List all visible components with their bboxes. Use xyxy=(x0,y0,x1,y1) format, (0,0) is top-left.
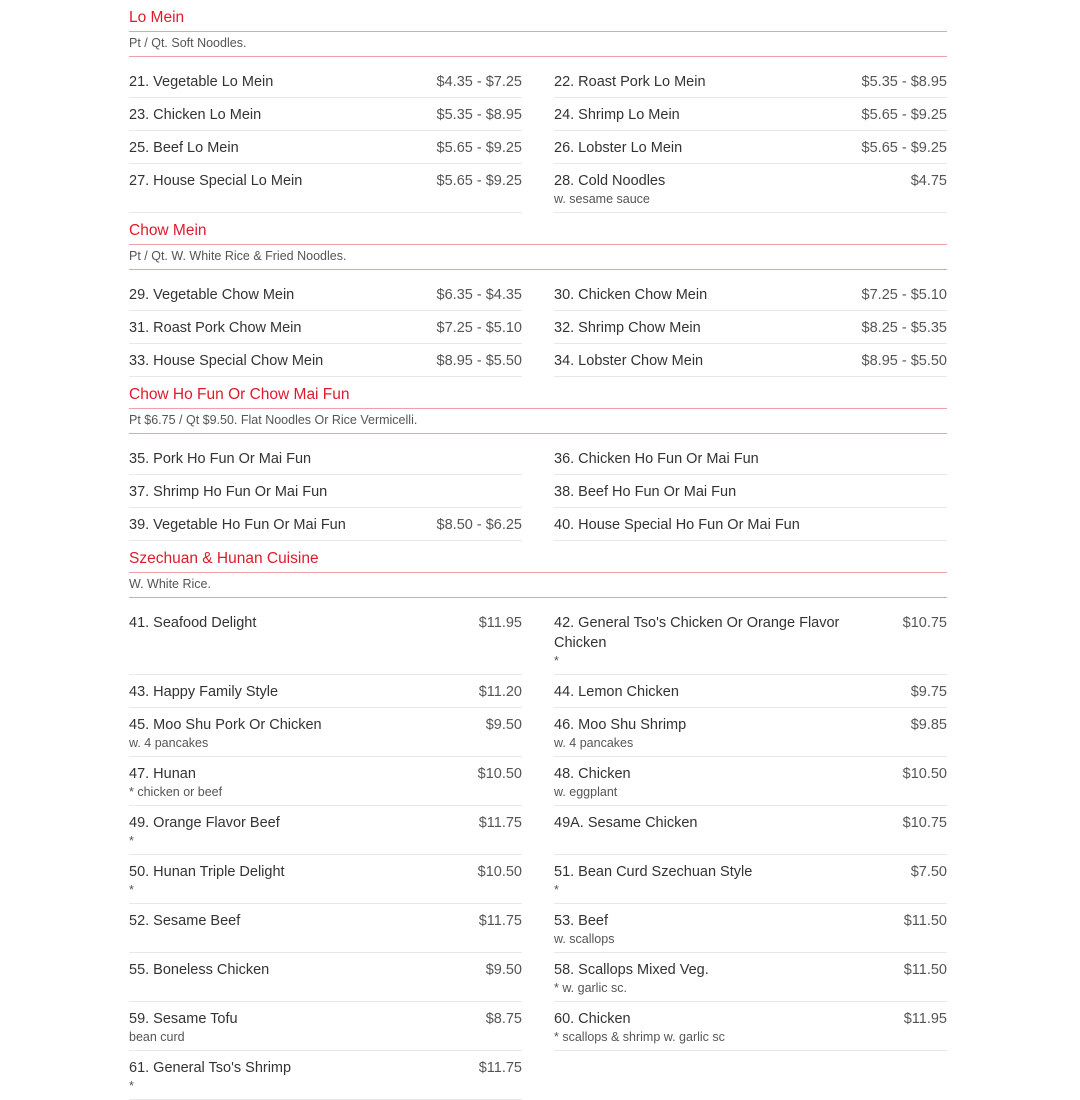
menu-item-name: 59. Sesame Tofu xyxy=(129,1011,238,1027)
menu-item-price: $11.75 xyxy=(478,1060,522,1076)
menu-item[interactable] xyxy=(129,953,522,1002)
menu-item-name: 47. Hunan xyxy=(129,766,196,782)
menu-item[interactable] xyxy=(129,1002,522,1051)
menu-item-name: 49A. Sesame Chicken xyxy=(554,815,698,831)
section-chow-mein xyxy=(129,213,947,377)
menu-item-name: 40. House Special Ho Fun Or Mai Fun xyxy=(554,517,800,533)
menu-item[interactable] xyxy=(554,65,947,98)
menu-item-info xyxy=(129,862,285,898)
menu-item[interactable] xyxy=(129,508,522,541)
section-title: Lo Mein xyxy=(129,0,947,32)
menu-item-info xyxy=(554,449,759,469)
menu-item-price: $9.50 xyxy=(485,717,522,733)
menu-item-grid xyxy=(129,434,947,541)
menu-item-info xyxy=(554,1009,725,1045)
menu-item[interactable] xyxy=(554,855,947,904)
menu-item-price: $8.25 - $5.35 xyxy=(861,320,947,336)
menu-item-price: $8.75 xyxy=(485,1011,522,1027)
menu-item-name: 22. Roast Pork Lo Mein xyxy=(554,74,706,90)
menu-item[interactable] xyxy=(129,98,522,131)
menu-item-price: $10.50 xyxy=(902,766,947,782)
menu-item-price: $5.65 - $9.25 xyxy=(861,107,947,123)
menu-item-info xyxy=(129,764,222,800)
menu-item-price: $5.65 - $9.25 xyxy=(861,140,947,156)
menu-item-info xyxy=(129,682,278,702)
menu-item-info xyxy=(554,764,631,800)
menu-item-name: 29. Vegetable Chow Mein xyxy=(129,287,295,303)
menu-item[interactable] xyxy=(129,475,522,508)
section-chow-ho-fun-or-chow-mai-fun xyxy=(129,377,947,541)
menu-item-price: $11.50 xyxy=(903,962,947,978)
menu-item-info xyxy=(129,449,311,469)
menu-item-info xyxy=(554,105,680,125)
menu-item[interactable] xyxy=(129,442,522,475)
menu-item[interactable] xyxy=(554,131,947,164)
menu-item-note: w. 4 pancakes xyxy=(129,736,209,750)
menu-item-price: $11.50 xyxy=(903,913,947,929)
menu-item-name: 21. Vegetable Lo Mein xyxy=(129,74,274,90)
menu-item[interactable] xyxy=(129,855,522,904)
menu-item-name: 36. Chicken Ho Fun Or Mai Fun xyxy=(554,451,759,467)
menu-item-info xyxy=(554,613,844,669)
menu-item-info xyxy=(554,351,703,371)
menu-item-info xyxy=(129,960,269,980)
menu-item-note: w. sesame sauce xyxy=(554,192,650,206)
menu-item-info xyxy=(129,515,346,535)
menu-item-name: 58. Scallops Mixed Veg. xyxy=(554,962,709,978)
menu-item-info xyxy=(554,318,701,338)
menu-item-info xyxy=(129,351,323,371)
menu-item-name: 30. Chicken Chow Mein xyxy=(554,287,708,303)
menu-item-grid xyxy=(129,598,947,1100)
menu-item-name: 31. Roast Pork Chow Mein xyxy=(129,320,302,336)
menu-item-info xyxy=(129,715,322,751)
menu-item-price: $5.35 - $8.95 xyxy=(861,74,947,90)
menu-item[interactable] xyxy=(129,757,522,806)
menu-item[interactable] xyxy=(129,675,522,708)
menu-item[interactable] xyxy=(129,708,522,757)
section-description: Pt / Qt. Soft Noodles. xyxy=(129,32,947,57)
menu-item-name: 24. Shrimp Lo Mein xyxy=(554,107,680,123)
menu-item-price: $6.35 - $4.35 xyxy=(436,287,522,303)
menu-item[interactable] xyxy=(129,344,522,377)
menu-item-name: 53. Beef xyxy=(554,913,609,929)
menu-item-price: $10.75 xyxy=(902,815,947,831)
menu-item-info xyxy=(554,482,736,502)
menu-item-price: $9.75 xyxy=(910,684,947,700)
menu-item-price: $7.25 - $5.10 xyxy=(436,320,522,336)
menu-item-price: $8.95 - $5.50 xyxy=(436,353,522,369)
menu-item-info xyxy=(129,171,302,191)
menu-item-name: 25. Beef Lo Mein xyxy=(129,140,239,156)
menu-item[interactable] xyxy=(554,708,947,757)
menu-item[interactable] xyxy=(129,1051,522,1100)
menu-item-price: $4.35 - $7.25 xyxy=(436,74,522,90)
menu-item-name: 27. House Special Lo Mein xyxy=(129,173,303,189)
menu-item-info xyxy=(129,911,240,931)
menu-item-name: 50. Hunan Triple Delight xyxy=(129,864,285,880)
menu-item-info xyxy=(129,105,261,125)
menu-item-name: 34. Lobster Chow Mein xyxy=(554,353,704,369)
menu-item-info xyxy=(554,862,752,898)
menu-item-name: 33. House Special Chow Mein xyxy=(129,353,324,369)
menu-item-name: 26. Lobster Lo Mein xyxy=(554,140,683,156)
menu-item-name: 43. Happy Family Style xyxy=(129,684,279,700)
menu-item-price: $5.65 - $9.25 xyxy=(436,173,522,189)
menu-item[interactable] xyxy=(554,757,947,806)
menu-item[interactable] xyxy=(129,806,522,855)
section-lo-mein xyxy=(129,0,947,213)
menu-item[interactable] xyxy=(554,508,947,541)
menu-item-name: 44. Lemon Chicken xyxy=(554,684,679,700)
menu-item-name: 38. Beef Ho Fun Or Mai Fun xyxy=(554,484,737,500)
section-description: Pt $6.75 / Qt $9.50. Flat Noodles Or Rice Vermicelli. xyxy=(129,409,947,434)
menu-item-name: 32. Shrimp Chow Mein xyxy=(554,320,701,336)
menu-item-price: $11.95 xyxy=(903,1011,947,1027)
menu xyxy=(129,0,947,1100)
menu-item-info xyxy=(554,515,800,535)
menu-item-price: $11.75 xyxy=(478,815,522,831)
menu-item[interactable] xyxy=(554,311,947,344)
menu-item-note: * xyxy=(129,1079,134,1093)
menu-item[interactable] xyxy=(129,164,522,213)
menu-item[interactable] xyxy=(554,475,947,508)
menu-item-name: 42. General Tso's Chicken Or Orange Flavor Chicken xyxy=(554,615,840,651)
menu-item-info xyxy=(129,138,239,158)
menu-item-price: $4.75 xyxy=(910,173,947,189)
menu-item-info xyxy=(554,138,682,158)
menu-item-info xyxy=(554,72,706,92)
menu-item-grid xyxy=(129,270,947,377)
menu-item[interactable] xyxy=(129,311,522,344)
menu-item-note: * w. garlic sc. xyxy=(554,981,627,995)
menu-item-info xyxy=(129,1058,291,1094)
menu-item-price: $11.95 xyxy=(478,615,522,631)
menu-item-info xyxy=(129,813,280,849)
menu-item-name: 52. Sesame Beef xyxy=(129,913,241,929)
menu-item-note: bean curd xyxy=(129,1030,185,1044)
menu-item-info xyxy=(129,482,327,502)
menu-item-price: $9.85 xyxy=(910,717,947,733)
menu-item-price: $11.20 xyxy=(478,684,522,700)
menu-item-info xyxy=(554,682,679,702)
menu-item-name: 48. Chicken xyxy=(554,766,631,782)
section-szechuan-hunan-cuisine xyxy=(129,541,947,1100)
menu-item[interactable] xyxy=(554,164,947,213)
menu-item[interactable] xyxy=(554,675,947,708)
menu-item-note: * xyxy=(129,883,134,897)
menu-item-price: $10.50 xyxy=(477,766,522,782)
menu-item-name: 37. Shrimp Ho Fun Or Mai Fun xyxy=(129,484,328,500)
section-description: Pt / Qt. W. White Rice & Fried Noodles. xyxy=(129,245,947,270)
section-title: Chow Ho Fun Or Chow Mai Fun xyxy=(129,377,947,409)
menu-item-note: * chicken or beef xyxy=(129,785,223,799)
menu-item-name: 46. Moo Shu Shrimp xyxy=(554,717,687,733)
menu-item-price: $10.75 xyxy=(902,615,947,631)
menu-item[interactable] xyxy=(129,65,522,98)
menu-item-name: 28. Cold Noodles xyxy=(554,173,666,189)
menu-item-price: $10.50 xyxy=(477,864,522,880)
menu-item-name: 39. Vegetable Ho Fun Or Mai Fun xyxy=(129,517,346,533)
menu-item-info xyxy=(554,960,709,996)
menu-item-name: 51. Bean Curd Szechuan Style xyxy=(554,864,753,880)
menu-item-note: w. eggplant xyxy=(554,785,618,799)
menu-item-note: * scallops & shrimp w. garlic sc xyxy=(554,1030,725,1044)
menu-item-note: * xyxy=(554,883,559,897)
menu-item-info xyxy=(554,285,707,305)
menu-item-info xyxy=(129,318,301,338)
menu-item[interactable] xyxy=(554,278,947,311)
menu-item[interactable] xyxy=(129,131,522,164)
menu-item-note: * xyxy=(554,654,559,668)
menu-item-price: $8.95 - $5.50 xyxy=(861,353,947,369)
menu-item[interactable] xyxy=(554,344,947,377)
menu-item[interactable] xyxy=(129,606,522,675)
menu-item[interactable] xyxy=(129,904,522,953)
menu-item[interactable] xyxy=(129,278,522,311)
menu-item-info xyxy=(554,715,686,751)
section-title: Szechuan & Hunan Cuisine xyxy=(129,541,947,573)
menu-item-grid xyxy=(129,57,947,213)
menu-item[interactable] xyxy=(554,606,947,675)
menu-item-price: $11.75 xyxy=(478,913,522,929)
menu-item-info xyxy=(554,911,614,947)
menu-item-note: * xyxy=(129,834,134,848)
menu-item-info xyxy=(129,613,256,633)
menu-item-price: $5.35 - $8.95 xyxy=(436,107,522,123)
menu-item[interactable] xyxy=(554,806,947,855)
menu-item-name: 49. Orange Flavor Beef xyxy=(129,815,280,831)
menu-item-info xyxy=(554,171,665,207)
section-title: Chow Mein xyxy=(129,213,947,245)
menu-item-name: 61. General Tso's Shrimp xyxy=(129,1060,292,1076)
menu-item-info xyxy=(129,285,294,305)
menu-item-info xyxy=(129,72,273,92)
menu-item-name: 23. Chicken Lo Mein xyxy=(129,107,262,123)
menu-item-info xyxy=(129,1009,238,1045)
section-description: W. White Rice. xyxy=(129,573,947,598)
menu-item-price: $8.50 - $6.25 xyxy=(436,517,522,533)
menu-item-info xyxy=(554,813,697,833)
menu-item-name: 60. Chicken xyxy=(554,1011,631,1027)
menu-item-price: $5.65 - $9.25 xyxy=(436,140,522,156)
menu-item-name: 35. Pork Ho Fun Or Mai Fun xyxy=(129,451,312,467)
menu-item[interactable] xyxy=(554,904,947,953)
menu-item[interactable] xyxy=(554,1002,947,1051)
menu-item[interactable] xyxy=(554,442,947,475)
menu-item-name: 41. Seafood Delight xyxy=(129,615,257,631)
menu-item-price: $7.25 - $5.10 xyxy=(861,287,947,303)
menu-item-note: w. scallops xyxy=(554,932,615,946)
menu-item-name: 45. Moo Shu Pork Or Chicken xyxy=(129,717,322,733)
menu-item-name: 55. Boneless Chicken xyxy=(129,962,270,978)
menu-item-price: $9.50 xyxy=(485,962,522,978)
menu-item-price: $7.50 xyxy=(910,864,947,880)
menu-item-note: w. 4 pancakes xyxy=(554,736,634,750)
menu-item[interactable] xyxy=(554,953,947,1002)
menu-item[interactable] xyxy=(554,98,947,131)
